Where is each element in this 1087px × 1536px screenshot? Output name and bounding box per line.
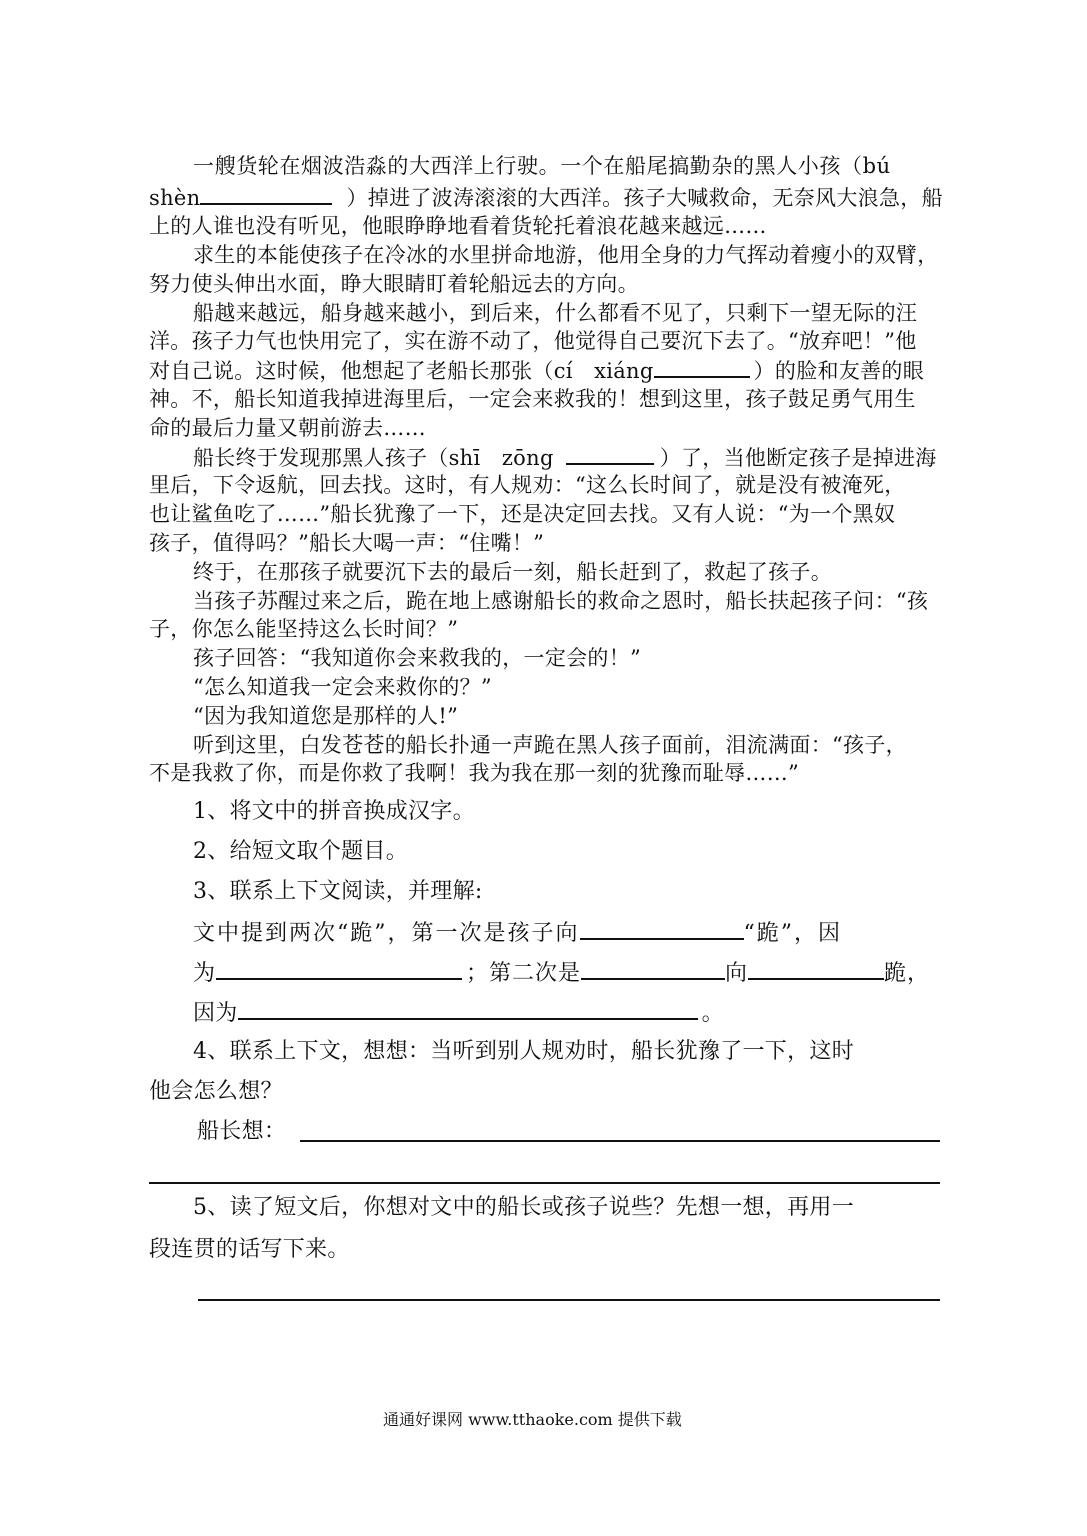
answer-blank[interactable] bbox=[580, 918, 744, 940]
question-5: 5、读了短文后，你想对文中的船长或孩子说些？先想一想，再用一 bbox=[193, 1195, 854, 1220]
passage-line: 子，你怎么能坚持这么长时间？” bbox=[149, 617, 459, 641]
passage-line: 不是我救了你，而是你救了我啊！我为我在那一刻的犹豫而耻辱……” bbox=[149, 761, 800, 785]
question-3-line-2 bbox=[193, 958, 930, 988]
question-5-line-2: 段连贯的话写下来。 bbox=[149, 1237, 350, 1262]
passage-text: ）了，当他断定孩子是掉进海 bbox=[659, 446, 937, 470]
question-text: 。 bbox=[701, 1001, 724, 1026]
passage-text: ）的脸和友善的眼 bbox=[753, 359, 925, 383]
pinyin-text: 船长终于发现那黑人孩子（shī zōng bbox=[193, 446, 554, 470]
passage-line: 里后，下令返航，回去找。这时，有人规劝：“这么长时间了，就是没有被淹死， bbox=[149, 473, 906, 497]
question-4-line-2: 他会怎么想？ bbox=[149, 1079, 283, 1104]
passage-line: 也让鲨鱼吃了……”船长犹豫了一下，还是决定回去找。又有人说：“为一个黑奴 bbox=[149, 502, 896, 526]
passage-line: 孩子，值得吗？”船长大喝一声：“住嘴！” bbox=[149, 531, 545, 555]
question-text: “跪”，因 bbox=[743, 921, 842, 946]
answer-blank[interactable] bbox=[216, 958, 462, 980]
passage-line: 命的最后力量又朝前游去…… bbox=[149, 416, 426, 440]
question-text: 文中提到两次“跪”，第一次是孩子向 bbox=[193, 921, 580, 946]
question-3: 3、联系上下文阅读，并理解: bbox=[193, 879, 483, 904]
answer-line[interactable] bbox=[149, 1182, 940, 1184]
passage-line: 上的人谁也没有听见，他眼睁睁地看着货轮托着浪花越来越远…… bbox=[149, 214, 767, 238]
pinyin-text: shèn bbox=[149, 186, 201, 210]
pinyin-text: 对自己说。这时候，他想起了老船长那张（cí xiáng bbox=[149, 359, 654, 383]
question-2: 2、给短文取个题目。 bbox=[193, 839, 408, 864]
passage-text: ）掉进了波涛滚滚的大西洋。孩子大喊救命，无奈风大浪急，船 bbox=[346, 186, 943, 210]
passage-line: 洋。孩子力气也快用完了，实在游不动了，他觉得自己要沉下去了。“放弃吧！”他 bbox=[149, 329, 917, 353]
answer-blank[interactable] bbox=[748, 958, 884, 980]
captain-thought-label: 船长想： bbox=[197, 1119, 287, 1144]
answer-blank[interactable] bbox=[581, 958, 725, 980]
passage-line: 船越来越远，船身越来越小，到后来，什么都看不见了，只剩下一望无际的汪 bbox=[193, 301, 918, 325]
passage-line bbox=[149, 183, 943, 212]
pinyin-answer-blank[interactable] bbox=[200, 183, 332, 205]
passage-line: 当孩子苏醒过来之后，跪在地上感谢船长的救命之恩时，船长扶起孩子问：“孩 bbox=[193, 589, 929, 613]
answer-line[interactable] bbox=[198, 1299, 940, 1301]
passage-line: 神。不，船长知道我掉进海里后，一定会来救我的！想到这里，孩子鼓足勇气用生 bbox=[149, 387, 916, 411]
question-1: 1、将文中的拼音换成汉字。 bbox=[193, 799, 475, 824]
question-text: 因为 bbox=[193, 1001, 238, 1026]
passage-line: 终于，在那孩子就要沉下去的最后一刻，船长赶到了，救起了孩子。 bbox=[193, 560, 832, 584]
question-text: 跪， bbox=[884, 961, 931, 986]
pinyin-answer-blank[interactable] bbox=[654, 356, 750, 378]
passage-line: 一艘货轮在烟波浩淼的大西洋上行驶。一个在船尾搞勤杂的黑人小孩（bú bbox=[193, 154, 891, 178]
passage-line bbox=[149, 356, 924, 385]
question-text: 为 bbox=[193, 961, 217, 986]
passage-line: 听到这里，白发苍苍的船长扑通一声跪在黑人孩子面前，泪流满面：“孩子， bbox=[193, 733, 907, 757]
passage-line: “因为我知道您是那样的人!” bbox=[193, 704, 459, 728]
answer-blank[interactable] bbox=[238, 998, 698, 1020]
footer-credit: 通通好课网 www.tthaoke.com 提供下载 bbox=[383, 1410, 682, 1429]
pinyin-answer-blank[interactable] bbox=[566, 443, 654, 465]
passage-line bbox=[193, 443, 937, 472]
question-3-line-3 bbox=[193, 998, 724, 1028]
passage-line: 努力使头伸出水面，睁大眼睛盯着轮船远去的方向。 bbox=[149, 272, 639, 296]
passage-line: 求生的本能使孩子在冷冰的水里拼命地游，他用全身的力气挥动着瘦小的双臂， bbox=[193, 243, 939, 267]
question-4: 4、联系上下文，想想：当听到别人规劝时，船长犹豫了一下，这时 bbox=[193, 1039, 854, 1064]
question-3-line-1 bbox=[193, 918, 842, 948]
answer-line[interactable] bbox=[300, 1140, 940, 1142]
question-text: ；第二次是 bbox=[466, 961, 582, 986]
question-text: 向 bbox=[725, 961, 749, 986]
passage-line: 孩子回答：“我知道你会来救我的，一定会的！” bbox=[193, 646, 642, 670]
passage-line: “怎么知道我一定会来救你的？” bbox=[193, 675, 492, 699]
